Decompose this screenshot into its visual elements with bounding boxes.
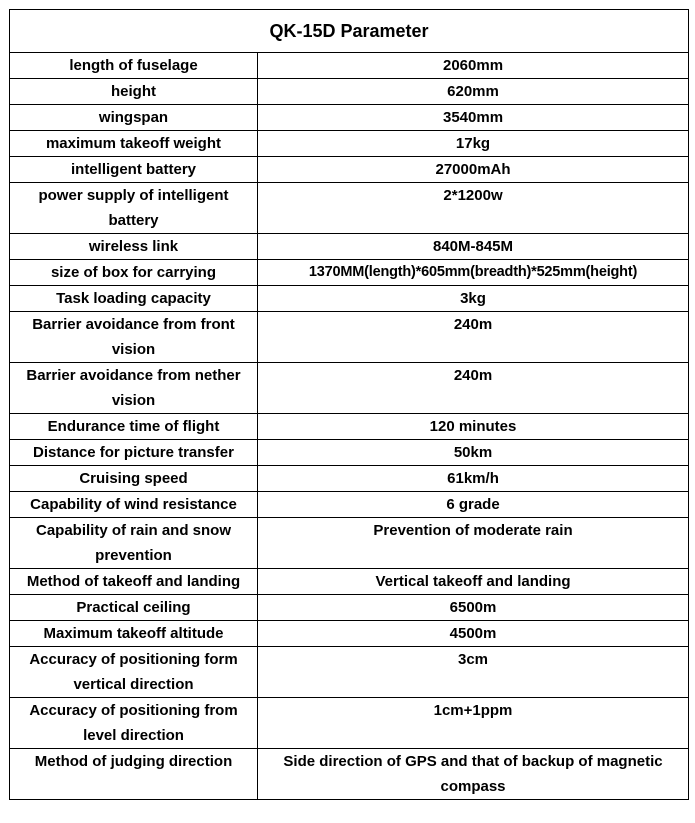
parameter-value: 240m — [258, 363, 689, 414]
parameter-value: 3kg — [258, 286, 689, 312]
table-row — [10, 286, 689, 312]
parameter-label: Accuracy of positioning from level direction — [10, 698, 258, 749]
parameter-label: Cruising speed — [10, 466, 258, 492]
parameter-value: 840M-845M — [258, 234, 689, 260]
parameter-value: Vertical takeoff and landing — [258, 569, 689, 595]
parameter-value: 50km — [258, 440, 689, 466]
parameter-label: Barrier avoidance from nether vision — [10, 363, 258, 414]
parameter-label: wingspan — [10, 105, 258, 131]
parameter-label: Task loading capacity — [10, 286, 258, 312]
table-title: QK-15D Parameter — [10, 10, 689, 53]
parameter-label: power supply of intelligent battery — [10, 183, 258, 234]
parameter-label: intelligent battery — [10, 157, 258, 183]
parameter-label: Capability of rain and snow prevention — [10, 518, 258, 569]
parameter-value: 3cm — [258, 647, 689, 698]
table-row — [10, 492, 689, 518]
parameter-label: Method of takeoff and landing — [10, 569, 258, 595]
parameter-table — [9, 9, 689, 800]
table-row — [10, 157, 689, 183]
table-row — [10, 414, 689, 440]
parameter-label: Barrier avoidance from front vision — [10, 312, 258, 363]
table-row — [10, 105, 689, 131]
table-row — [10, 131, 689, 157]
table-row — [10, 647, 689, 698]
parameter-label: height — [10, 79, 258, 105]
parameter-label: wireless link — [10, 234, 258, 260]
parameter-value: 6 grade — [258, 492, 689, 518]
table-row — [10, 363, 689, 414]
table-row — [10, 440, 689, 466]
parameter-value: 120 minutes — [258, 414, 689, 440]
parameter-value: 61km/h — [258, 466, 689, 492]
table-row — [10, 749, 689, 800]
parameter-value: Side direction of GPS and that of backup of magnetic compass — [258, 749, 689, 800]
table-row — [10, 260, 689, 286]
parameter-label: Accuracy of positioning form vertical direction — [10, 647, 258, 698]
parameter-label: size of box for carrying — [10, 260, 258, 286]
table-row — [10, 518, 689, 569]
parameter-label: maximum takeoff weight — [10, 131, 258, 157]
parameter-value: 1cm+1ppm — [258, 698, 689, 749]
table-row — [10, 183, 689, 234]
table-row — [10, 234, 689, 260]
parameter-label: Method of judging direction — [10, 749, 258, 800]
parameter-label: Maximum takeoff altitude — [10, 621, 258, 647]
parameter-label: Capability of wind resistance — [10, 492, 258, 518]
title-row — [10, 10, 689, 53]
parameter-value: Prevention of moderate rain — [258, 518, 689, 569]
parameter-label: length of fuselage — [10, 53, 258, 79]
parameter-value: 6500m — [258, 595, 689, 621]
parameter-value: 27000mAh — [258, 157, 689, 183]
parameter-label: Distance for picture transfer — [10, 440, 258, 466]
parameter-table-container — [9, 9, 688, 800]
parameter-label: Endurance time of flight — [10, 414, 258, 440]
parameter-label: Practical ceiling — [10, 595, 258, 621]
table-row — [10, 621, 689, 647]
parameter-value: 3540mm — [258, 105, 689, 131]
parameter-value: 4500m — [258, 621, 689, 647]
table-row — [10, 698, 689, 749]
table-row — [10, 595, 689, 621]
parameter-value: 17kg — [258, 131, 689, 157]
table-row — [10, 466, 689, 492]
parameter-value: 2060mm — [258, 53, 689, 79]
table-row — [10, 79, 689, 105]
parameter-value: 1370MM(length)*605mm(breadth)*525mm(height) — [258, 260, 689, 286]
parameter-value: 240m — [258, 312, 689, 363]
parameter-value: 2*1200w — [258, 183, 689, 234]
table-row — [10, 312, 689, 363]
table-row — [10, 53, 689, 79]
parameter-value: 620mm — [258, 79, 689, 105]
table-row — [10, 569, 689, 595]
